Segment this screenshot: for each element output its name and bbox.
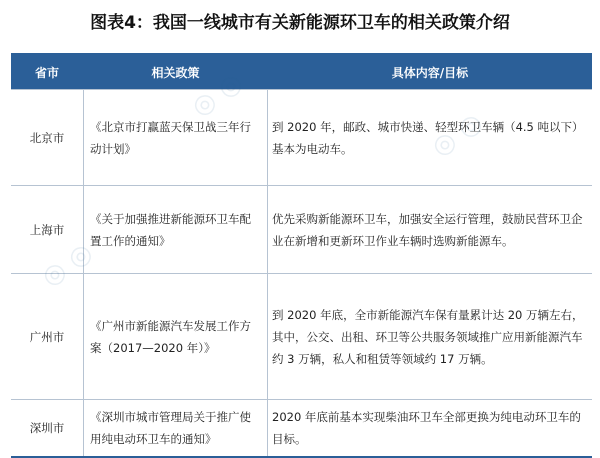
policy-cell: 《深圳市城市管理局关于推广使用纯电动环卫车的通知》: [83, 400, 268, 456]
policy-cell: 《广州市新能源汽车发展工作方案（2017—2020 年）》: [83, 274, 268, 399]
page-title: 图表4：我国一线城市有关新能源环卫车的相关政策介绍: [90, 13, 510, 33]
table-row: [11, 89, 592, 185]
watermark-mark: ◎ ◎: [186, 67, 249, 123]
watermark-mark: ◎ ◎: [36, 237, 99, 293]
table-row: [11, 185, 592, 273]
watermark-mark: ◎ ◎: [426, 107, 489, 163]
policy-cell: 《关于加强推进新能源环卫车配置工作的通知》: [83, 186, 268, 273]
city-cell: 上海市: [29, 222, 65, 237]
header-content: 具体内容/目标: [391, 65, 469, 80]
content-cell: 到 2020 年，邮政、城市快递、轻型环卫车辆（4.5 吨以下）基本为电动车。: [272, 119, 584, 156]
content-cell: 到 2020 年底，全市新能源汽车保有量累计达 20 万辆左右，其中，公交、出租、环卫等公共服务领域推广应用新能源汽车约 3 万辆，私人和租赁等领域约 17 万辆。: [272, 307, 584, 366]
policy-table: [11, 53, 592, 458]
content-cell: 优先采购新能源环卫车，加强安全运行管理，鼓励民营环卫企业在新增和更新环卫作业车辆时选购新能源车。: [272, 211, 583, 248]
table-header: [11, 53, 592, 89]
city-cell: 深圳市: [29, 421, 65, 435]
city-cell: 北京市: [29, 130, 65, 145]
city-cell: 广州市: [29, 329, 65, 344]
table-row: [11, 273, 592, 399]
header-province: 省市: [34, 65, 59, 80]
policy-cell: 《北京市打赢蓝天保卫战三年行动计划》: [83, 90, 268, 185]
table-row: [11, 399, 592, 456]
header-policy: 相关政策: [151, 65, 200, 80]
content-cell: 2020 年底前基本实现柴油环卫车全部更换为纯电动环卫车的目标。: [272, 410, 581, 446]
